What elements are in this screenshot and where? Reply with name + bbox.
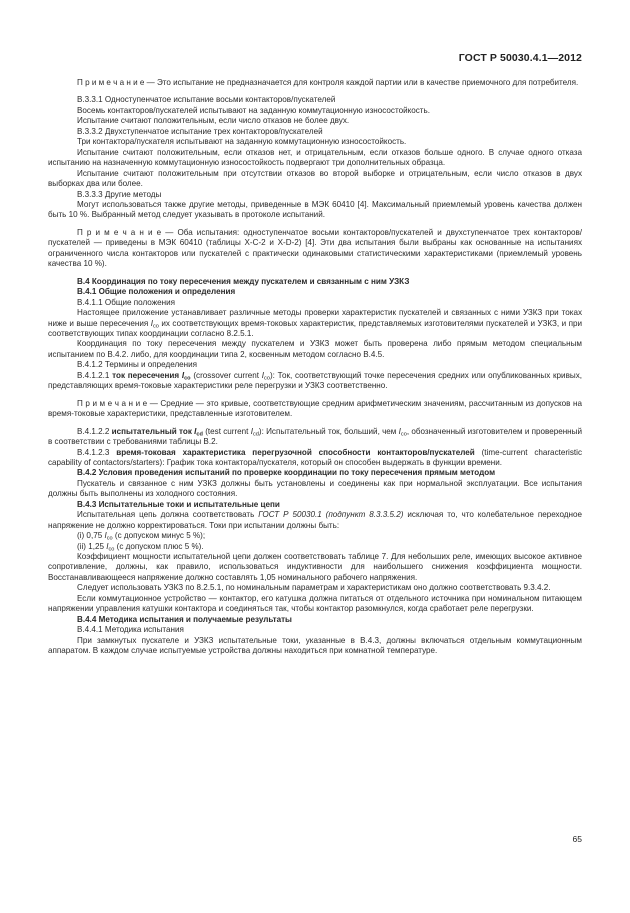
body-paragraph: Восемь контакторов/пускателей испытывают на заданную коммутационную износостойкость.	[77, 105, 430, 115]
symbol-sub-co: co	[152, 323, 159, 330]
document-body	[48, 78, 582, 657]
clause-heading: В.3.3.1 Одноступенчатое испытание восьми контакторов/пускателей	[77, 95, 336, 105]
body-paragraph: Пускатель и связанное с ним УЗКЗ должны быть установлены и соединены как при нормальной эксплуатации. Все испытания должны быть выполнены из холодного состояния.	[48, 478, 582, 499]
definition-paragraph: В.4.1.2.2 испытательный ток $I_{cd}$ (test current $I_{cd}$): Испытательный ток, больший, чем $I_{co}$, обозначенный изготовителем и проверенный в соответствии с требованиями таблицы В.2.	[48, 426, 582, 447]
body-paragraph: При замкнутых пускателе и УЗКЗ испытательные токи, указанные в В.4.3, должны включаться отдельным коммутационным аппаратом. В каждом случае испытуемые устройства должны находиться при комнатной температуре.	[48, 635, 582, 656]
standard-header: ГОСТ Р 50030.4.1—2012	[458, 52, 582, 64]
body-paragraph: Если коммутационное устройство — контактор, его катушка должна питаться от отдельного источника при номинальном питающем напряжении управления катушки контактора и соединяться так, чтобы контактор разомкнулся, когда сработает реле перегрузки.	[48, 593, 582, 614]
list-item: (i) 0,75 $I_{co}$ (с допуском минус 5 %);	[77, 531, 206, 542]
clause-heading: В.4.1.2 Термины и определения	[77, 360, 198, 370]
page-number: 65	[572, 834, 582, 844]
body-paragraph: Могут использоваться также другие методы, приведенные в МЭК 60410 [4]. Максимальный приемлемый уровень качества должен быть 10 %. Выбранный метод следует указывать в протоколе испытаний.	[48, 199, 582, 220]
subsection-heading: В.4.2 Условия проведения испытаний по проверке координации по току пересечения прямым методом	[77, 468, 496, 478]
symbol-i: I	[150, 318, 153, 328]
list-item: (ii) 1,25 $I_{co}$ (с допуском плюс 5 %).	[77, 541, 204, 553]
clause-heading: В.3.3.3 Другие методы	[77, 189, 162, 199]
subsection-heading: В.4.1 Общие положения и определения	[77, 287, 236, 297]
body-paragraph: Три контактора/пускателя испытывают на заданную коммутационную износостойкость.	[77, 137, 407, 147]
clause-heading: В.4.4.1 Методика испытания	[77, 625, 184, 635]
note-paragraph: П р и м е ч а н и е — Оба испытания: одноступенчатое восьми контакторов/пускателей и двухступенчатое трех контакторов/пускателей — приведены в МЭК 60410 (таблицы X-C-2 и X-D-2) [4]. Эти два испытания были выбраны как основанные на испытаниях ограниченного числа контакторов или пускателей с практически одинаковыми статистическими характеристиками (приемлемый уровень качества 10 %).	[48, 227, 582, 269]
clause-heading: В.4.1.1 Общие положения	[77, 297, 175, 307]
body-paragraph: Испытание считают положительным при отсутствии отказов во второй выборке и отрицательным, если число отказов в двух выборках два или более.	[48, 168, 582, 189]
body-paragraph: Настоящее приложение устанавливает различные методы проверки характеристик пускателей и связанных с ними УЗКЗ при токах ниже и выше пересечения $I_{co}$ их соответствующих время-токовых характеристик, представляемых изготовителями пускателей и УЗКЗ, и при соответствующих типах координации согласно 8.2.5.1.	[48, 308, 583, 338]
note-paragraph: П р и м е ч а н и е — Средние — это кривые, соответствующие средним арифметическим значениям, рассчитанным из допусков на время-токовые характеристики, представленные изготовителем.	[48, 398, 582, 419]
body-paragraph: Испытательная цепь должна соответствовать ГОСТ Р 50030.1 (подпункт 8.3.3.5.2) исключая то, что колебательное переходное напряжение не должно корректироваться. Токи при испытании должны быть:	[48, 510, 582, 530]
definition-paragraph: В.4.1.2.3 время-токовая характеристика перегрузочной способности контакторов/пускателей (time-current characteristic capability of contactors/starters): График тока контактора/пускателя, который он способен выдержать в функции времени.	[48, 447, 582, 467]
definition-paragraph: В.4.1.2.1 ток пересечения $I_{co}$ (crossover current $I_{co}$): Ток, соответствующий точке пересечения средних или опубликованных кривых, представляющих время-токовые характеристики реле перегрузки и УЗКЗ соответственно.	[48, 370, 582, 391]
reference-link: ГОСТ Р 50030.1 (подпункт 8.3.3.5.2)	[258, 510, 404, 520]
body-paragraph: Коэффициент мощности испытательной цепи должен соответствовать таблице 7. Для небольших реле, имеющих высокое активное сопротивление, должны, как правило, использоваться индуктивности для наибольшего снижения коэффициента мощности. Восстанавливающееся напряжение должно составлять 1,05 номинального рабочего напряжения.	[48, 552, 582, 582]
body-paragraph: Следует использовать УЗКЗ по 8.2.5.1, по номинальным параметрам и характеристикам оно должно соответствовать 9.3.4.2.	[77, 583, 551, 593]
body-paragraph: Испытание считают положительным, если отказов нет, и отрицательным, если отказов больше одного. В случае одного отказа испытанию на назначенную коммутационную износостойкость подвергают три дополнительных образца.	[48, 147, 582, 168]
subsection-heading: В.4.4 Методика испытания и получаемые результаты	[77, 614, 292, 624]
body-paragraph: Координация по току пересечения между пускателем и УЗКЗ может быть проверена либо прямым методом специальным испытанием по В.4.2. либо, для координации типа 2, косвенным методом согласно В.4.5.	[48, 339, 582, 359]
section-heading: В.4 Координация по току пересечения между пускателем и связанным с ним УЗКЗ	[77, 276, 410, 286]
note-paragraph: П р и м е ч а н и е — Это испытание не предназначается для контроля каждой партии или в качестве приемочного для потребителя.	[77, 78, 579, 87]
subsection-heading: В.4.3 Испытательные токи и испытательные цепи	[77, 499, 280, 509]
body-paragraph: Испытание считают положительным, если число отказов не более двух.	[77, 116, 350, 126]
clause-heading: В.3.3.2 Двухступенчатое испытание трех контакторов/пускателей	[77, 126, 323, 136]
